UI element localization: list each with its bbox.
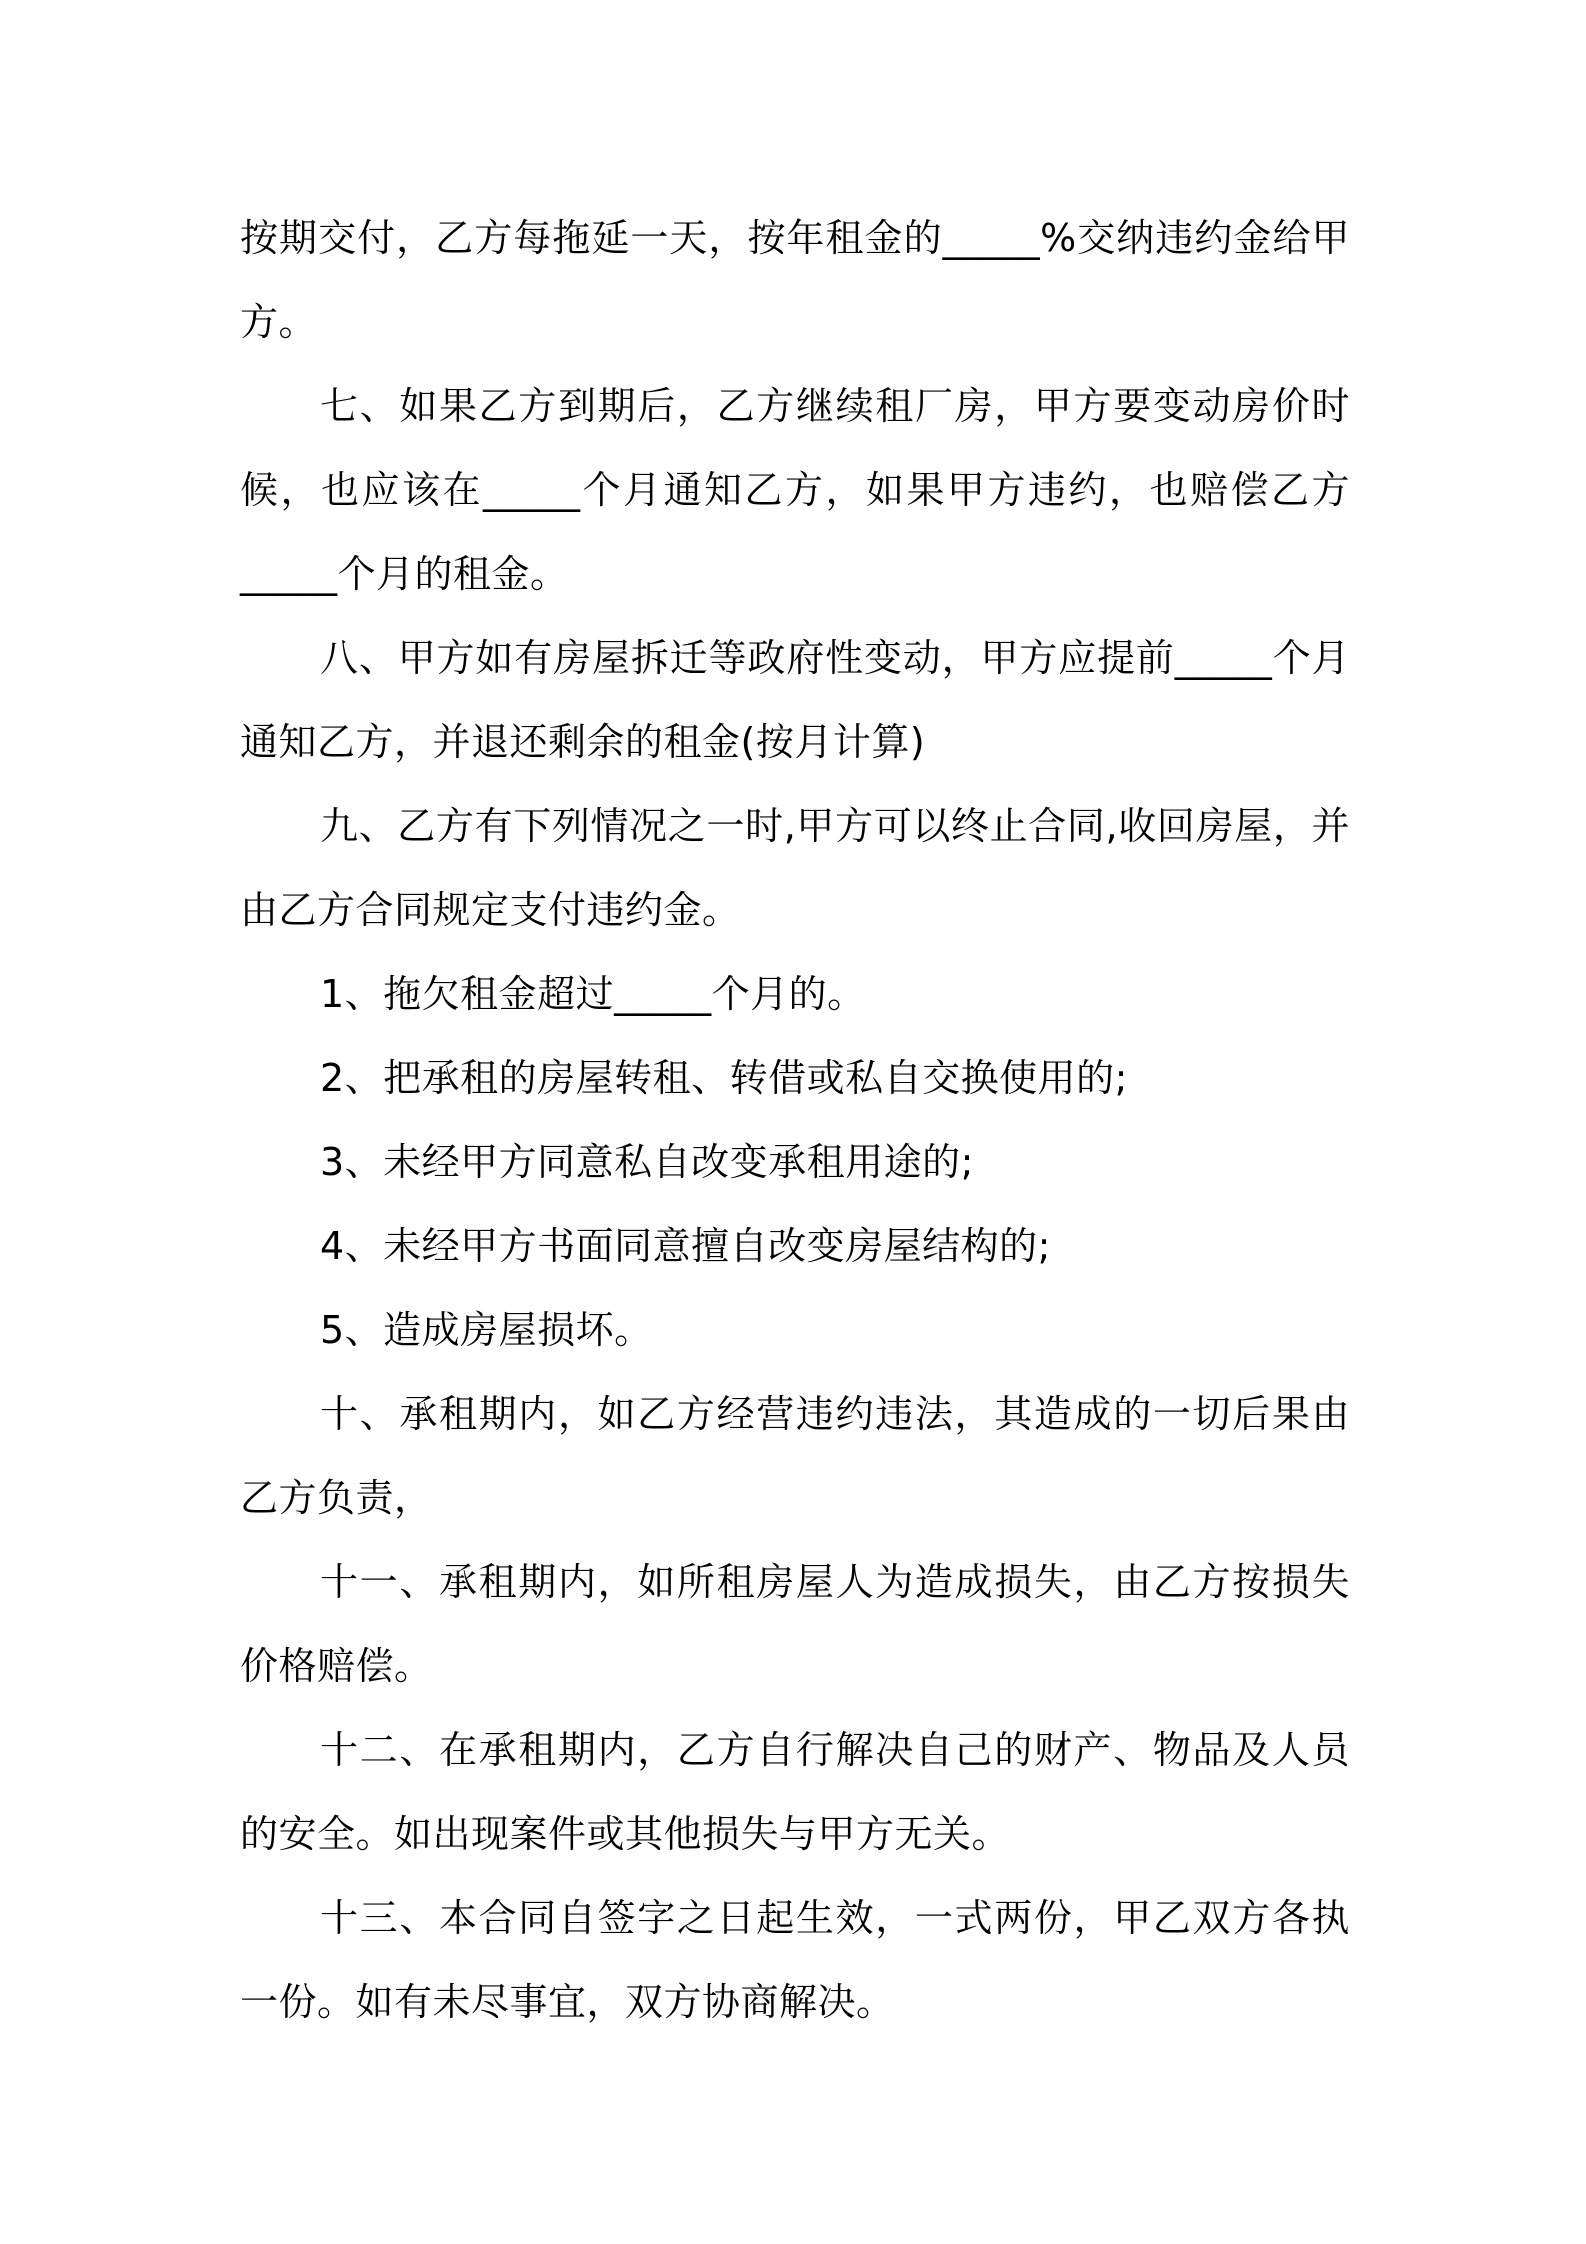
paragraph-clause-13: 十三、本合同自签字之日起生效，一式两份，甲乙双方各执一份。如有未尽事宜，双方协商解决。 <box>240 1896 1350 2024</box>
list-item-3: 3、未经甲方同意私自改变承租用途的; <box>320 1140 974 1184</box>
list-item-4: 4、未经甲方书面同意擅自改变房屋结构的; <box>320 1224 1051 1268</box>
paragraph-clause-12: 十二、在承租期内，乙方自行解决自己的财产、物品及人员的安全。如出现案件或其他损失与甲方无关。 <box>240 1728 1350 1856</box>
paragraph-clause-7: 七、如果乙方到期后，乙方继续租厂房，甲方要变动房价时候，也应该在_____个月通知乙方，如果甲方违约，也赔偿乙方_____个月的租金。 <box>240 384 1350 596</box>
contract-body <box>240 196 1350 2044</box>
paragraph-clause-8: 八、甲方如有房屋拆迁等政府性变动，甲方应提前_____个月通知乙方，并退还剩余的租金(按月计算) <box>240 636 1350 764</box>
paragraph-continuation: 按期交付，乙方每拖延一天，按年租金的_____%交纳违约金给甲方。 <box>240 216 1350 344</box>
list-item-5: 5、造成房屋损坏。 <box>320 1308 653 1352</box>
list-item-1: 1、拖欠租金超过_____个月的。 <box>320 972 866 1016</box>
paragraph-clause-9: 九、乙方有下列情况之一时,甲方可以终止合同,收回房屋，并由乙方合同规定支付违约金。 <box>240 804 1350 932</box>
paragraph-clause-10: 十、承租期内，如乙方经营违约违法，其造成的一切后果由乙方负责， <box>240 1392 1350 1520</box>
paragraph-clause-11: 十一、承租期内，如所租房屋人为造成损失，由乙方按损失价格赔偿。 <box>240 1560 1350 1688</box>
list-item-2: 2、把承租的房屋转租、转借或私自交换使用的; <box>320 1056 1128 1100</box>
